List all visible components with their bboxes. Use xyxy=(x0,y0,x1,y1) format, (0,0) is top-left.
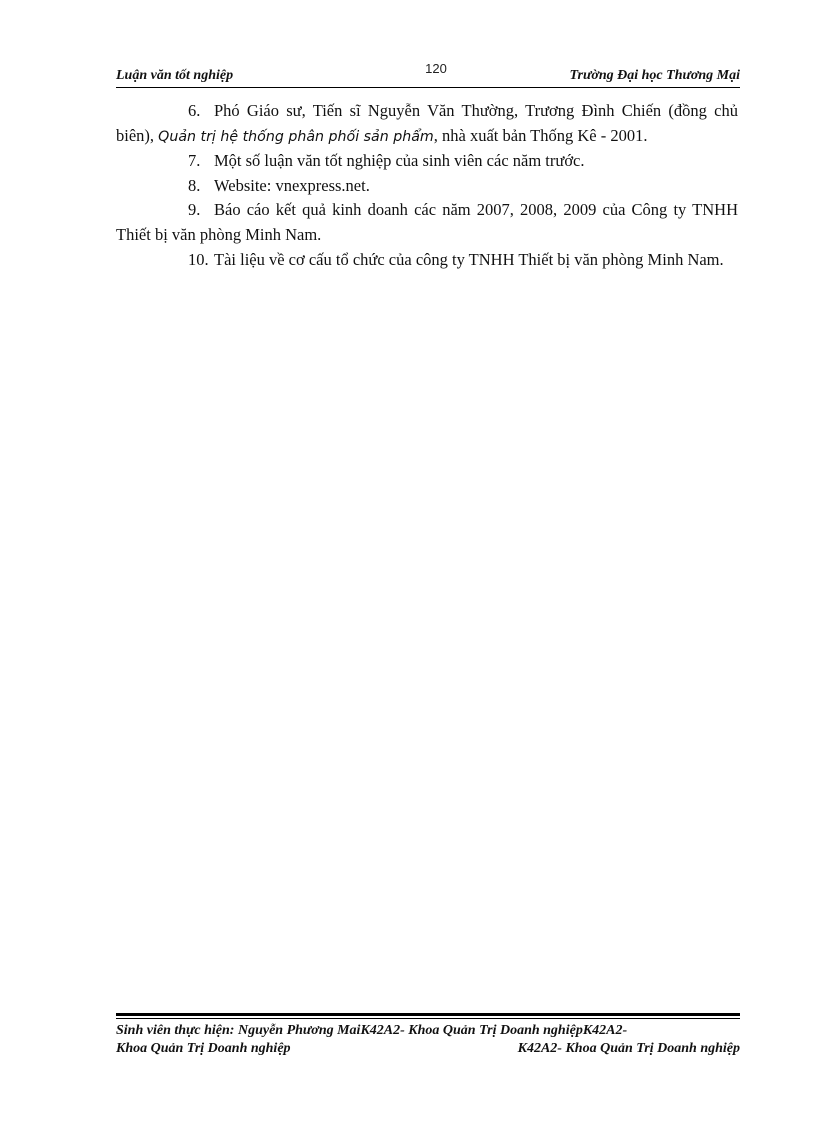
footer-faculty-left: Khoa Quản Trị Doanh nghiệp xyxy=(116,1041,291,1056)
footer-faculty-right: K42A2- Khoa Quản Trị Doanh nghiệp xyxy=(517,1041,740,1056)
reference-item-10 xyxy=(116,248,738,273)
page-footer xyxy=(116,1022,740,1058)
reference-book-title: Quản trị hệ thống phân phối sản phẩm xyxy=(158,128,434,145)
reference-text: Website: vnexpress.net. xyxy=(214,175,370,195)
reference-publisher: , nhà xuất bản Thống Kê - 2001. xyxy=(433,125,648,145)
reference-number: 6. xyxy=(188,101,201,120)
reference-number: 9. xyxy=(188,200,201,220)
reference-item-8 xyxy=(116,174,738,199)
reference-list xyxy=(116,99,738,272)
page-header xyxy=(116,68,740,88)
reference-item-9 xyxy=(116,198,738,247)
reference-number: 7. xyxy=(188,151,201,171)
header-divider xyxy=(116,87,740,88)
header-university: Trường Đại học Thương Mại xyxy=(569,68,740,83)
reference-number: 8. xyxy=(188,175,201,195)
reference-text: Tài liệu về cơ cấu tổ chức của công ty TNHH Thiết bị văn phòng Minh Nam. xyxy=(214,249,724,269)
footer-divider-thin xyxy=(116,1018,740,1019)
reference-item-7 xyxy=(116,149,738,174)
reference-text: Một số luận văn tốt nghiệp của sinh viên các năm trước. xyxy=(214,151,585,171)
reference-authors: Phó Giáo sư, Tiến sĩ Nguyễn Văn Thường, Trương Đình Chiến (đồng chủ biên), xyxy=(116,101,738,145)
footer-divider-thick xyxy=(116,1013,740,1016)
page-number: 120 xyxy=(425,61,447,76)
footer-student-line: Sinh viên thực hiện: Nguyễn Phương MaiK42A2- Khoa Quản Trị Doanh nghiệpK42A2- xyxy=(116,1023,628,1038)
reference-item-6 xyxy=(116,99,738,149)
reference-number: 10. xyxy=(188,249,209,269)
footer-faculty-line xyxy=(116,1040,740,1058)
header-document-type: Luận văn tốt nghiệp xyxy=(116,68,234,83)
reference-text: Báo cáo kết quả kinh doanh các năm 2007, 2008, 2009 của Công ty TNHH Thiết bị văn phòng Minh Nam. xyxy=(116,200,738,244)
